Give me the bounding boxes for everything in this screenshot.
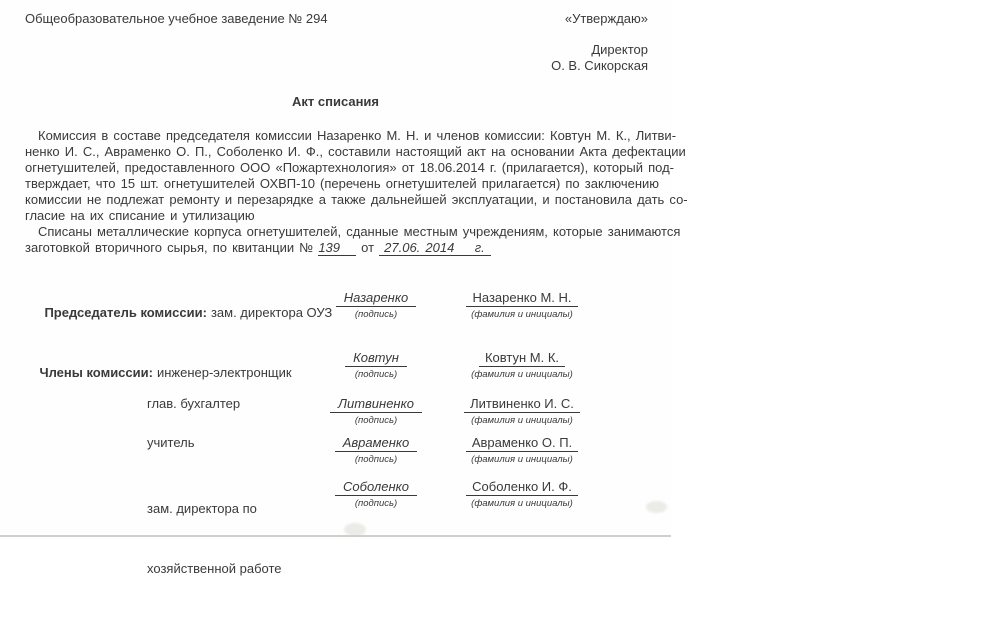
member-signature-cell: [322, 479, 430, 510]
body-line: комиссии не подлежат ремонту и перезарядке а также дальнейшей эксплуатации, и постановила дать со-: [25, 192, 688, 207]
member-name-cell: [443, 396, 601, 427]
approver-block: [551, 42, 648, 73]
member-role-line1: зам. директора по: [147, 501, 257, 516]
body-line: огнетушителей, предоставленного ООО «Пожартехнология» от 18.06.2014 г. (прилагается), который под-: [25, 160, 675, 175]
receipt-number: 139: [318, 240, 356, 256]
chairman-label: Председатель комиссии:: [44, 305, 207, 320]
approver-title: Директор: [591, 42, 648, 57]
page-title: Акт списания: [292, 94, 379, 109]
signature-value: Авраменко: [335, 436, 418, 452]
member-name-cell: [443, 350, 601, 381]
org-name: Общеобразовательное учебное заведение № 294: [25, 11, 328, 26]
approval-mark: «Утверждаю»: [564, 11, 648, 26]
chairman-name-cell: [443, 290, 601, 321]
member-signature-cell: [322, 435, 430, 466]
name-caption: (фамилия и инициалы): [471, 309, 573, 320]
signature-caption: (подпись): [354, 454, 398, 465]
scan-artifact: [646, 501, 667, 513]
name-caption: (фамилия и инициалы): [471, 454, 573, 465]
members-label: Члены комиссии:: [39, 365, 153, 380]
member-role: глав. бухгалтер: [147, 396, 241, 411]
chairman-row-label: [30, 290, 332, 335]
chairman-signature-cell: [322, 290, 430, 321]
signature-caption: (подпись): [354, 498, 398, 509]
member-name-cell: [443, 435, 601, 466]
receipt-line: [25, 240, 985, 256]
signature-caption: (подпись): [354, 309, 398, 320]
signature-value: Назаренко: [336, 291, 416, 307]
member-row-label: [25, 350, 292, 395]
signature-caption: (подпись): [354, 369, 398, 380]
signature-value: Ковтун: [345, 351, 407, 367]
signature-value: Соболенко: [335, 480, 417, 496]
member-role-line2: хозяйственной работе: [147, 561, 282, 576]
page-bottom-edge: [0, 535, 671, 537]
body-line: Списаны металлические корпуса огнетушителей, сданные местным учреждениям, которые занимаются: [38, 224, 681, 239]
name-value: Литвиненко И. С.: [464, 397, 580, 413]
member-role: [147, 459, 282, 619]
signature-caption: (подпись): [354, 415, 398, 426]
receipt-prefix: заготовкой вторичного сырья, по квитанции №: [25, 240, 319, 255]
name-value: Авраменко О. П.: [466, 436, 578, 452]
name-caption: (фамилия и инициалы): [471, 415, 573, 426]
receipt-conjunction: от: [356, 240, 380, 255]
body-line: гласие на их списание и утилизацию: [25, 208, 255, 223]
name-caption: (фамилия и инициалы): [471, 369, 573, 380]
name-value: Соболенко И. Ф.: [466, 480, 578, 496]
name-value: Назаренко М. Н.: [466, 291, 577, 307]
member-signature-cell: [322, 396, 430, 427]
body-paragraphs: [25, 128, 985, 256]
body-line: Комиссия в составе председателя комиссии Назаренко М. Н. и членов комиссии: Ковтун М. К., Литви-: [38, 128, 677, 143]
body-line: ненко И. С., Авраменко О. П., Соболенко И. Ф., составили настоящий акт на основании Акта дефектации: [25, 144, 686, 159]
member-role: учитель: [147, 435, 195, 450]
member-name-cell: [443, 479, 601, 510]
approver-name: О. В. Сикорская: [551, 57, 648, 73]
receipt-date: 27.06. 2014 г.: [379, 240, 491, 256]
chairman-role: зам. директора ОУЗ: [210, 305, 333, 320]
signature-value: Литвиненко: [330, 397, 422, 413]
member-role: инженер-электронщик: [156, 365, 292, 380]
body-line: тверждает, что 15 шт. огнетушителей ОХВП-10 (перечень огнетушителей прилагается) по заключению: [25, 176, 660, 191]
name-caption: (фамилия и инициалы): [471, 498, 573, 509]
member-signature-cell: [322, 350, 430, 381]
name-value: Ковтун М. К.: [479, 351, 565, 367]
